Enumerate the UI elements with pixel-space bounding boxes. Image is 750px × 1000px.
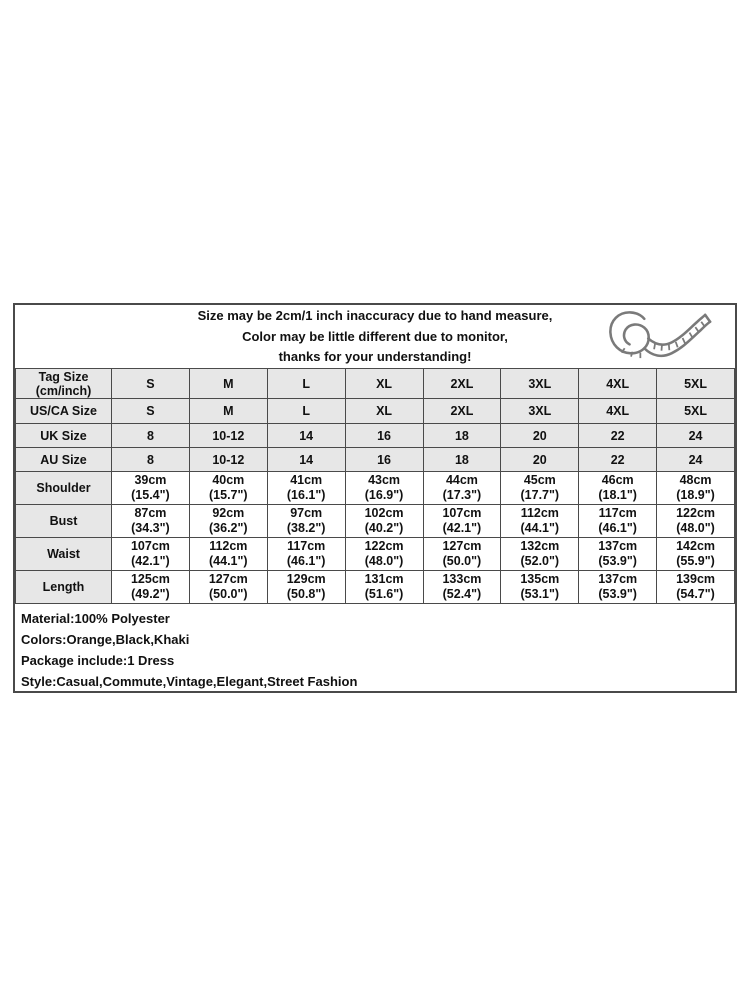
measure-cell (345, 571, 423, 604)
size-cell: 5XL (657, 399, 735, 424)
value-cm: 40cm (212, 473, 245, 487)
size-cell: L (267, 369, 345, 399)
measure-cell (579, 538, 657, 571)
value-cm: 97cm (290, 506, 323, 520)
size-cell: 20 (501, 424, 579, 448)
size-cell: 24 (657, 424, 735, 448)
size-cell: XL (345, 369, 423, 399)
size-cell: 22 (579, 424, 657, 448)
row-label-au: AU Size (16, 448, 112, 472)
value-inch: (52.4") (442, 587, 482, 601)
value-cm: 122cm (676, 506, 716, 520)
table-row-us-ca-size (16, 399, 735, 424)
table-row-bust (16, 505, 735, 538)
value-cm: 122cm (364, 539, 404, 553)
measure-cell (501, 472, 579, 505)
measure-cell (267, 472, 345, 505)
measure-cell (267, 505, 345, 538)
value-cm: 135cm (520, 572, 560, 586)
value-cm: 41cm (290, 473, 323, 487)
value-inch: (18.1") (598, 488, 637, 502)
note-colors: Colors:Orange,Black,Khaki (21, 632, 190, 647)
row-label-us-ca: US/CA Size (16, 399, 112, 424)
note-material: Material:100% Polyester (21, 611, 170, 626)
size-cell: 2XL (423, 369, 501, 399)
value-inch: (52.0") (520, 554, 560, 568)
size-cell: 8 (112, 424, 190, 448)
measure-cell (423, 571, 501, 604)
value-cm: 102cm (364, 506, 404, 520)
measure-cell (345, 538, 423, 571)
measure-cell (501, 505, 579, 538)
value-inch: (53.9") (598, 587, 637, 601)
size-cell: 4XL (579, 369, 657, 399)
value-cm: 127cm (208, 572, 248, 586)
value-inch: (51.6") (364, 587, 404, 601)
note-style: Style:Casual,Commute,Vintage,Elegant,Street Fashion (21, 674, 358, 689)
measure-cell (657, 505, 735, 538)
size-cell: 3XL (501, 369, 579, 399)
value-cm: 46cm (601, 473, 634, 487)
measure-cell (501, 571, 579, 604)
value-inch: (34.3") (131, 521, 170, 535)
value-cm: 107cm (130, 539, 170, 553)
measure-cell (579, 571, 657, 604)
size-cell: 3XL (501, 399, 579, 424)
row-label-shoulder: Shoulder (16, 472, 112, 505)
value-cm: 87cm (134, 506, 167, 520)
value-inch: (44.1") (209, 554, 248, 568)
value-cm: 112cm (209, 539, 248, 553)
size-cell: 18 (423, 424, 501, 448)
measure-cell (501, 538, 579, 571)
value-cm: 132cm (520, 539, 560, 553)
value-inch: (17.7") (520, 488, 560, 502)
value-cm: 137cm (598, 539, 638, 553)
size-cell: 16 (345, 424, 423, 448)
value-inch: (48.0") (676, 521, 715, 535)
table-row-waist (16, 538, 735, 571)
value-inch: (18.9") (676, 488, 715, 502)
tape-measure-icon (605, 307, 715, 364)
measure-cell (579, 505, 657, 538)
measure-cell (112, 472, 190, 505)
value-cm: 44cm (445, 473, 478, 487)
size-cell: S (112, 369, 190, 399)
size-cell: 14 (267, 448, 345, 472)
value-inch: (55.9") (676, 554, 715, 568)
size-cell: 5XL (657, 369, 735, 399)
size-cell: 24 (657, 448, 735, 472)
size-cell: 8 (112, 448, 190, 472)
value-inch: (42.1") (131, 554, 170, 568)
measure-cell (112, 505, 190, 538)
value-cm: 139cm (676, 572, 716, 586)
value-inch: (44.1") (520, 521, 560, 535)
measure-cell (423, 538, 501, 571)
measure-cell (267, 571, 345, 604)
value-inch: (50.8") (286, 587, 326, 601)
table-row-au-size (16, 448, 735, 472)
value-inch: (40.2") (364, 521, 404, 535)
size-cell: M (189, 369, 267, 399)
row-label-line-1: Tag Size (38, 369, 89, 384)
measure-cell (189, 538, 267, 571)
size-chart-box (13, 303, 737, 693)
value-cm: 45cm (523, 473, 556, 487)
value-inch: (15.4") (131, 488, 170, 502)
value-inch: (42.1") (442, 521, 482, 535)
row-label-length: Length (16, 571, 112, 604)
size-cell: 22 (579, 448, 657, 472)
row-label-tag-size (16, 369, 112, 399)
value-inch: (36.2") (209, 521, 248, 535)
disclaimer (15, 305, 735, 368)
measure-cell (112, 538, 190, 571)
value-inch: (54.7") (676, 587, 715, 601)
size-chart-table (15, 368, 735, 604)
value-cm: 43cm (368, 473, 401, 487)
table-row-uk-size (16, 424, 735, 448)
value-inch: (50.0") (209, 587, 248, 601)
size-cell: 2XL (423, 399, 501, 424)
note-package: Package include:1 Dress (21, 653, 175, 668)
value-cm: 112cm (520, 506, 559, 520)
value-cm: 48cm (679, 473, 712, 487)
measure-cell (345, 505, 423, 538)
value-inch: (38.2") (286, 521, 326, 535)
measure-cell (189, 505, 267, 538)
value-cm: 117cm (598, 506, 637, 520)
value-inch: (46.1") (598, 521, 637, 535)
measure-cell (189, 571, 267, 604)
row-label-line-2: (cm/inch) (35, 383, 92, 398)
measure-cell (657, 472, 735, 505)
size-cell: 20 (501, 448, 579, 472)
measure-cell (423, 505, 501, 538)
table-row-shoulder (16, 472, 735, 505)
measure-cell (657, 571, 735, 604)
row-label-bust: Bust (16, 505, 112, 538)
value-inch: (49.2") (131, 587, 170, 601)
value-cm: 125cm (130, 572, 170, 586)
size-cell: XL (345, 399, 423, 424)
disclaimer-line-1: Size may be 2cm/1 inch inaccuracy due to hand measure, (197, 308, 553, 323)
size-cell: 18 (423, 448, 501, 472)
measure-cell (267, 538, 345, 571)
value-inch: (48.0") (364, 554, 404, 568)
value-inch: (50.0") (442, 554, 482, 568)
measure-cell (579, 472, 657, 505)
product-notes (15, 604, 735, 696)
table-row-length (16, 571, 735, 604)
value-cm: 127cm (442, 539, 482, 553)
value-inch: (16.1") (286, 488, 326, 502)
measure-cell (345, 472, 423, 505)
row-label-uk: UK Size (16, 424, 112, 448)
value-inch: (15.7") (209, 488, 248, 502)
size-cell: 16 (345, 448, 423, 472)
value-inch: (46.1") (286, 554, 326, 568)
value-cm: 92cm (212, 506, 245, 520)
size-cell: S (112, 399, 190, 424)
size-cell: L (267, 399, 345, 424)
value-cm: 107cm (442, 506, 482, 520)
value-cm: 137cm (598, 572, 638, 586)
value-cm: 133cm (442, 572, 482, 586)
size-cell: 14 (267, 424, 345, 448)
value-inch: (16.9") (364, 488, 404, 502)
value-cm: 39cm (134, 473, 167, 487)
value-inch: (53.1") (520, 587, 560, 601)
disclaimer-line-2: Color may be little different due to monitor, (242, 328, 508, 344)
size-cell: 4XL (579, 399, 657, 424)
size-cell: 10-12 (189, 448, 267, 472)
value-cm: 117cm (287, 539, 326, 553)
value-cm: 129cm (286, 572, 326, 586)
disclaimer-line-3: thanks for your understanding! (278, 349, 472, 364)
size-cell: M (189, 399, 267, 424)
row-label-waist: Waist (16, 538, 112, 571)
size-cell: 10-12 (189, 424, 267, 448)
value-inch: (53.9") (598, 554, 637, 568)
value-inch: (17.3") (442, 488, 482, 502)
value-cm: 142cm (676, 539, 716, 553)
table-row-tag-size (16, 369, 735, 399)
measure-cell (423, 472, 501, 505)
measure-cell (112, 571, 190, 604)
value-cm: 131cm (364, 572, 404, 586)
measure-cell (657, 538, 735, 571)
measure-cell (189, 472, 267, 505)
